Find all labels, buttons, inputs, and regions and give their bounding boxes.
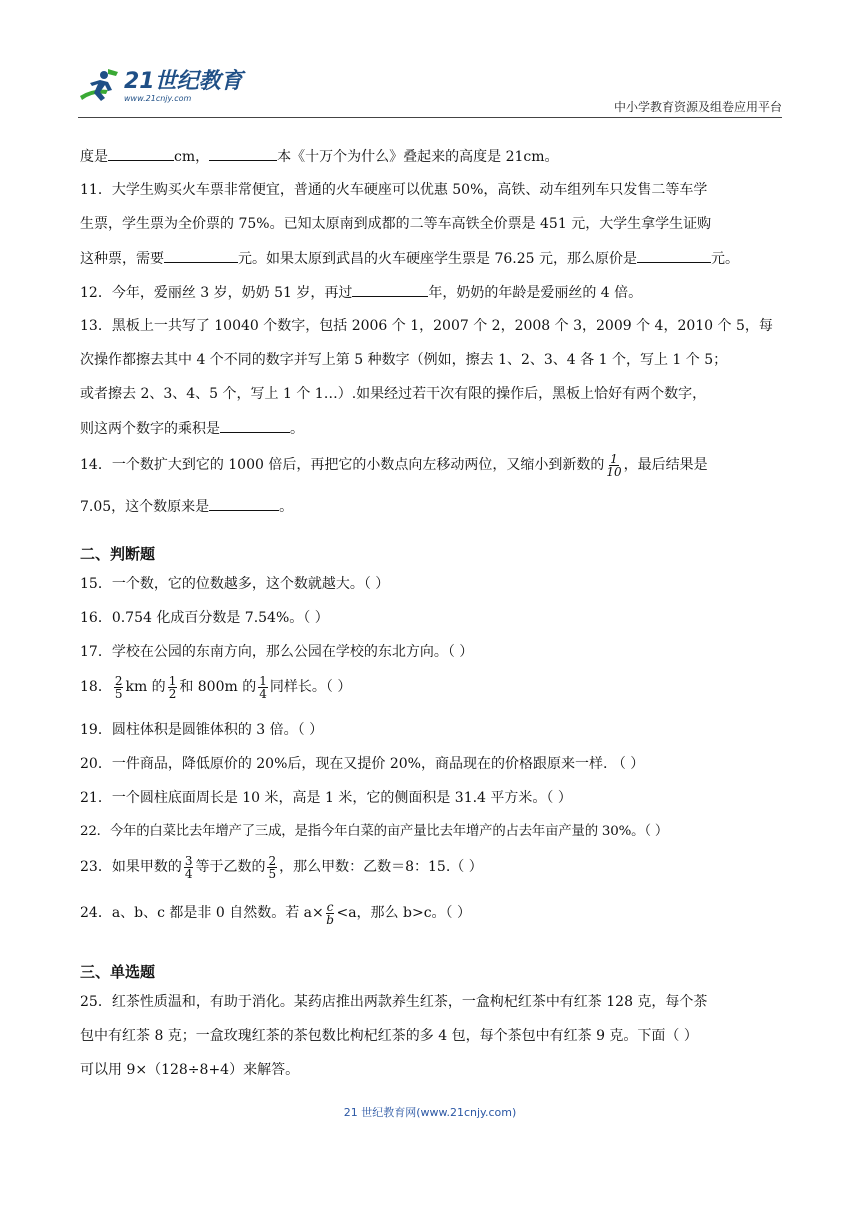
question-20: 20．一件商品，降低原价的 20%后，现在又提价 20%，商品现在的价格跟原来一样. （ ） xyxy=(80,756,645,772)
question-14-line-1 xyxy=(80,450,708,480)
question-25-line-2: 包中有红茶 8 克；一盒玫瑰红茶的茶包数比枸杞红茶的多 4 包，每个茶包中有红茶 9 克。下面（ ） xyxy=(80,1028,698,1044)
text: ，那么甲数：乙数＝8：15.（ ） xyxy=(279,859,483,875)
answer-blank xyxy=(209,146,277,161)
question-14-line-2 xyxy=(80,496,293,517)
question-18 xyxy=(80,672,351,702)
question-22: 22．今年的白菜比去年增产了三成，是指今年白菜的亩产量比去年增产的占去年亩产量的 30%。（ ） xyxy=(80,824,669,839)
fraction xyxy=(114,675,124,700)
text: 23．如果甲数的 xyxy=(80,859,182,875)
denominator: 5 xyxy=(114,686,123,701)
text: 。 xyxy=(279,499,294,515)
text: ，最后结果是 xyxy=(623,457,708,473)
question-13-line-2: 次操作都擦去其中 4 个不同的数字并写上第 5 种数字（例如，擦去 1、2、3、4 各 1 个，写上 1 个 5； xyxy=(80,352,728,368)
answer-blank xyxy=(352,282,428,297)
question-12 xyxy=(80,282,642,303)
question-13-line-1: 13．黑板上一共写了 10040 个数字，包括 2006 个 1，2007 个 2，2008 个 3，2009 个 4，2010 个 5，每 xyxy=(80,318,773,334)
runner-icon xyxy=(78,66,120,108)
question-25-line-3: 可以用 9×（128÷8+4）来解答。 xyxy=(80,1062,300,1078)
text: 。 xyxy=(290,421,304,437)
question-19: 19．圆柱体积是圆锥体积的 3 倍。（ ） xyxy=(80,722,324,738)
question-11-line-2: 生票，学生票为全价票的 75%。已知太原南到成都的二等车高铁全价票是 451 元，大学生拿学生证购 xyxy=(80,216,712,232)
denominator: 2 xyxy=(168,686,177,701)
numerator: 1 xyxy=(168,673,177,688)
question-10-tail xyxy=(80,146,559,167)
section-heading-single-choice: 三、单选题 xyxy=(80,963,156,981)
text: 和 800m 的 xyxy=(179,679,257,695)
question-16: 16．0.754 化成百分数是 7.54%。（ ） xyxy=(80,610,329,626)
question-24 xyxy=(80,898,471,928)
numerator: 3 xyxy=(184,853,193,868)
question-23 xyxy=(80,852,483,882)
question-13-line-4 xyxy=(80,418,304,439)
numerator: 2 xyxy=(114,673,123,688)
fraction xyxy=(184,855,194,880)
fraction xyxy=(258,675,268,700)
text: 元。 xyxy=(710,251,739,267)
fraction xyxy=(267,855,277,880)
denominator: 5 xyxy=(268,866,277,881)
text: 7.05，这个数原来是 xyxy=(80,499,210,515)
question-11-line-3 xyxy=(80,248,739,269)
answer-blank xyxy=(108,146,174,161)
text: <a，那么 b>c。（ ） xyxy=(336,905,471,921)
text: 度是 xyxy=(80,149,108,165)
question-13-line-3: 或者擦去 2、3、4、5 个，写上 1 个 1…）.如果经过若干次有限的操作后，黑板上恰好有两个数字， xyxy=(80,386,707,402)
question-21: 21．一个圆柱底面周长是 10 米，高是 1 米，它的侧面积是 31.4 平方米。（ ） xyxy=(80,790,572,806)
text: 24．a、b、c 都是非 0 自然数。若 a× xyxy=(80,905,324,921)
numerator: 1 xyxy=(610,451,618,466)
text: 这种票，需要 xyxy=(80,251,164,267)
text: 同样长。（ ） xyxy=(269,679,352,695)
answer-blank xyxy=(164,248,238,263)
answer-blank xyxy=(637,248,711,263)
text: 14．一个数扩大到它的 1000 倍后，再把它的小数点向左移动两位，又缩小到新数的 xyxy=(80,457,605,473)
denominator: 10 xyxy=(606,464,622,479)
numerator: c xyxy=(326,899,334,914)
fraction xyxy=(606,453,621,478)
fraction xyxy=(168,675,178,700)
header-divider xyxy=(78,117,782,118)
question-25-line-1: 25．红茶性质温和，有助于消化。某药店推出两款养生红茶，一盒枸杞红茶中有红茶 128 克，每个茶 xyxy=(80,994,708,1010)
text: 年，奶奶的年龄是爱丽丝的 4 倍。 xyxy=(428,285,643,301)
question-11-line-1: 11．大学生购买火车票非常便宜，普通的火车硬座可以优惠 50%，高铁、动车组列车只发售二等车学 xyxy=(80,182,708,198)
logo-url: www.21cnjy.com xyxy=(124,94,192,103)
text: 等于乙数的 xyxy=(195,859,266,875)
footer-link[interactable]: 21 世纪教育网(www.21cnjy.com) xyxy=(343,1106,517,1119)
text: 元。如果太原到武昌的火车硬座学生票是 76.25 元，那么原价是 xyxy=(238,251,637,267)
text: 12．今年，爱丽丝 3 岁，奶奶 51 岁，再过 xyxy=(80,285,353,301)
site-logo[interactable] xyxy=(78,62,243,112)
denominator: b xyxy=(326,912,334,927)
text: 则这两个数字的乘积是 xyxy=(80,421,220,437)
text: cm， xyxy=(174,149,210,165)
answer-blank xyxy=(209,496,279,511)
text: km 的 xyxy=(125,679,166,695)
denominator: 4 xyxy=(184,866,193,881)
platform-label: 中小学教育资源及组卷应用平台 xyxy=(613,100,782,114)
question-15: 15．一个数，它的位数越多，这个数就越大。（ ） xyxy=(80,576,390,592)
page-header xyxy=(78,62,782,118)
section-heading-judgement: 二、判断题 xyxy=(80,545,156,563)
text: 18． xyxy=(80,679,112,695)
question-17: 17．学校在公园的东南方向，那么公园在学校的东北方向。（ ） xyxy=(80,644,474,660)
logo-title: 21世纪教育 xyxy=(124,69,243,94)
denominator: 4 xyxy=(259,686,267,701)
numerator: 2 xyxy=(268,853,277,868)
answer-blank xyxy=(220,418,290,433)
fraction xyxy=(326,901,335,926)
text: 本《十万个为什么》叠起来的高度是 21cm。 xyxy=(277,149,559,165)
numerator: 1 xyxy=(259,673,267,688)
